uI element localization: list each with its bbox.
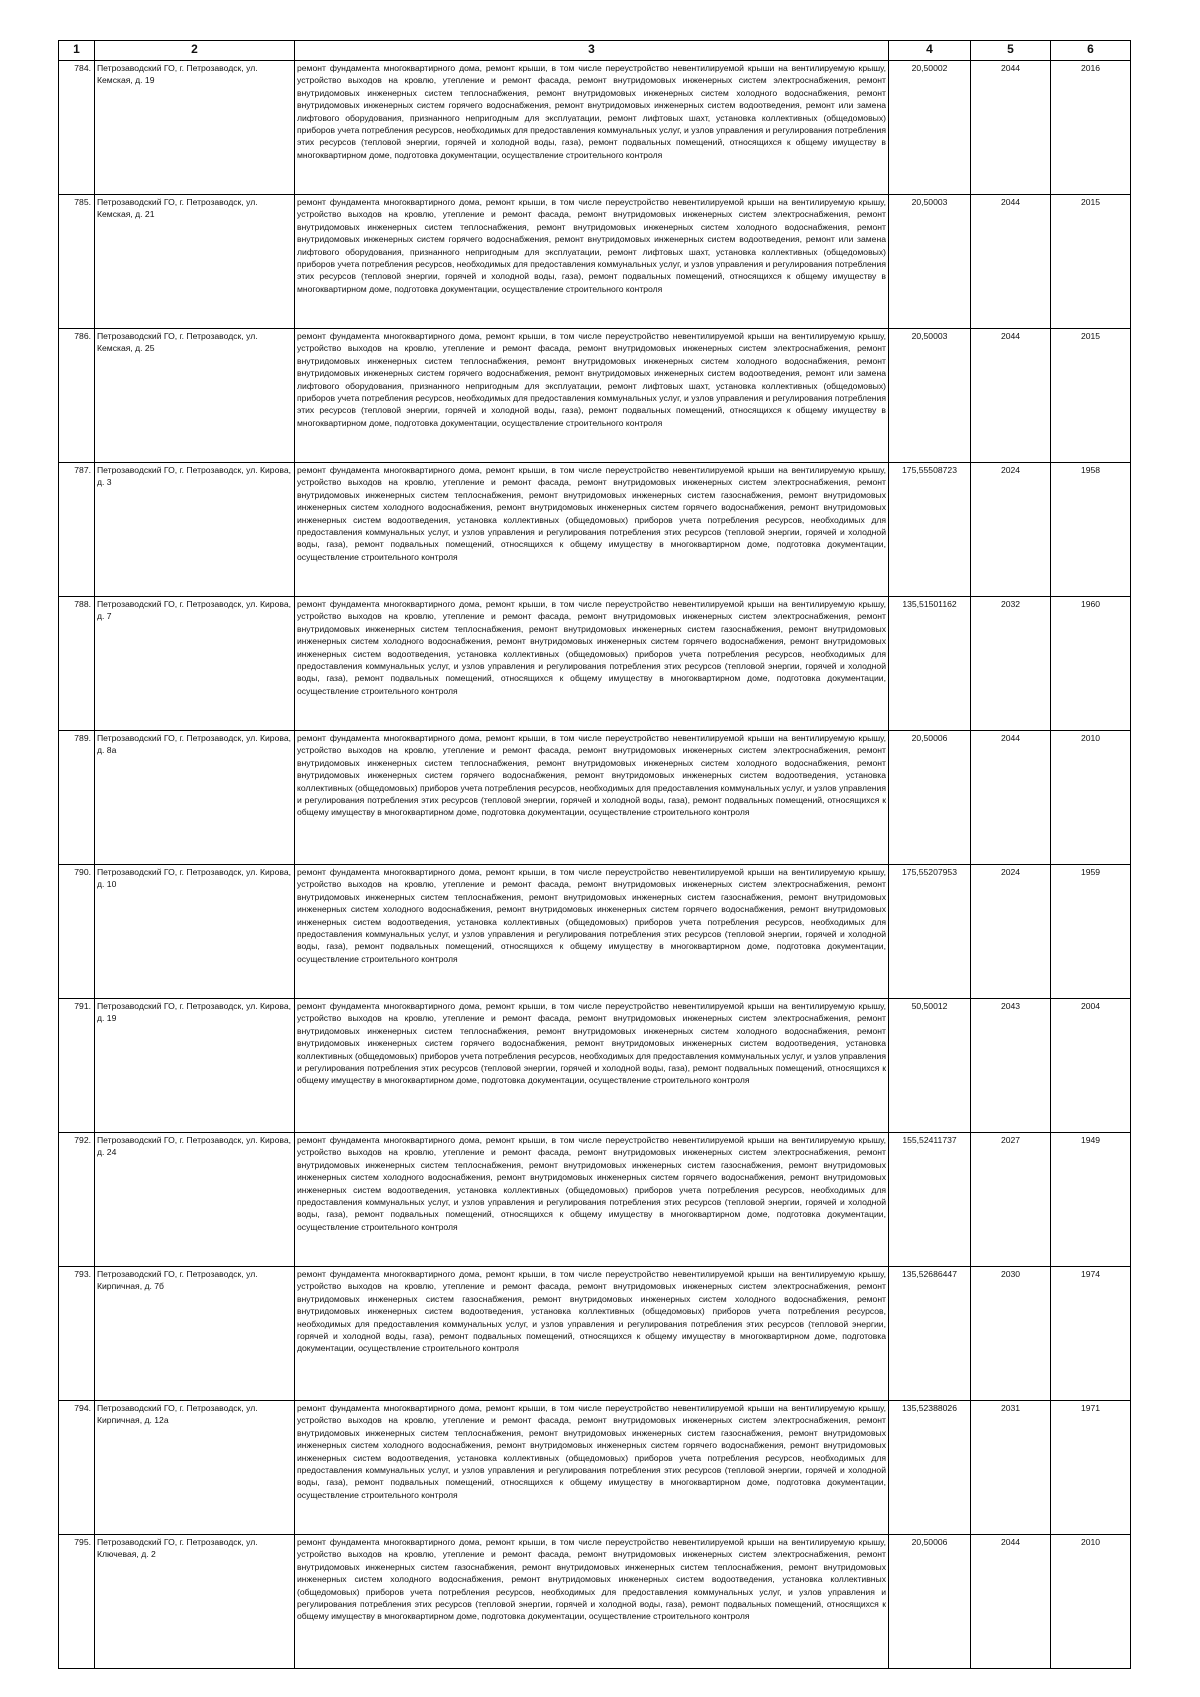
row-address: Петрозаводский ГО, г. Петрозаводск, ул. Кирпичная, д. 12а: [95, 1401, 295, 1535]
row-year-plan: 2043: [971, 999, 1051, 1133]
table-row: [59, 865, 1131, 999]
col-header-5: 5: [971, 41, 1051, 61]
col-header-4: 4: [889, 41, 971, 61]
row-address: Петрозаводский ГО, г. Петрозаводск, ул. Кемская, д. 19: [95, 61, 295, 195]
table-row: [59, 999, 1131, 1133]
row-year-plan: 2044: [971, 731, 1051, 865]
row-number: 790.: [59, 865, 95, 999]
row-year-plan: 2031: [971, 1401, 1051, 1535]
row-works: ремонт фундамента многоквартирного дома, ремонт крыши, в том числе переустройство невентилируемой крыши на вентилируемую крышу, устройство выходов на кровлю, утепление и ремонт фасада, ремонт внутридомовых инженерных систем электроснабжения, ремонт внутридомовых инженерных систем теплоснабжения, ремонт внутридомовых инженерных систем газоснабжения, ремонт внутридомовых инженерных систем холодного водоснабжения, ремонт внутридомовых инженерных систем горячего водоснабжения, ремонт внутридомовых инженерных систем водоотведения, установка коллективных (общедомовых) приборов учета потребления ресурсов, необходимых для предоставления коммунальных услуг, и узлов управления и регулирования потребления этих ресурсов (тепловой энергии, горячей и холодной воды, газа), ремонт подвальных помещений, относящихся к общему имуществу в многоквартирном доме, подготовка документации, осуществление строительного контроля: [295, 597, 889, 731]
row-year-last: 2016: [1051, 61, 1131, 195]
table-row: [59, 329, 1131, 463]
row-works: ремонт фундамента многоквартирного дома, ремонт крыши, в том числе переустройство невентилируемой крыши на вентилируемую крышу, устройство выходов на кровлю, утепление и ремонт фасада, ремонт внутридомовых инженерных систем электроснабжения, ремонт внутридомовых инженерных систем газоснабжения, ремонт внутридомовых инженерных систем теплоснабжения, ремонт внутридомовых инженерных систем холодного водоснабжения, ремонт внутридомовых инженерных систем водоотведения, установка коллективных (общедомовых) приборов учета потребления ресурсов, необходимых для предоставления коммунальных услуг, и узлов управления и регулирования потребления этих ресурсов (тепловой энергии, горячей и холодной воды, газа), ремонт подвальных помещений, относящихся к общему имуществу в многоквартирном доме, подготовка документации, осуществление строительного контроля: [295, 1535, 889, 1669]
row-year-last: 1959: [1051, 865, 1131, 999]
row-year-plan: 2024: [971, 865, 1051, 999]
row-works: ремонт фундамента многоквартирного дома, ремонт крыши, в том числе переустройство невентилируемой крыши на вентилируемую крышу, устройство выходов на кровлю, утепление и ремонт фасада, ремонт внутридомовых инженерных систем электроснабжения, ремонт внутридомовых инженерных систем теплоснабжения, ремонт внутридомовых инженерных систем газоснабжения, ремонт внутридомовых инженерных систем холодного водоснабжения, ремонт внутридомовых инженерных систем горячего водоснабжения, ремонт внутридомовых инженерных систем водоотведения, установка коллективных (общедомовых) приборов учета потребления ресурсов, необходимых для предоставления коммунальных услуг, и узлов управления и регулирования потребления этих ресурсов (тепловой энергии, горячей и холодной воды, газа), ремонт подвальных помещений, относящихся к общему имуществу в многоквартирном доме, подготовка документации, осуществление строительного контроля: [295, 1133, 889, 1267]
row-address: Петрозаводский ГО, г. Петрозаводск, ул. Кемская, д. 21: [95, 195, 295, 329]
row-works: ремонт фундамента многоквартирного дома, ремонт крыши, в том числе переустройство невентилируемой крыши на вентилируемую крышу, устройство выходов на кровлю, утепление и ремонт фасада, ремонт внутридомовых инженерных систем электроснабжения, ремонт внутридомовых инженерных систем теплоснабжения, ремонт внутридомовых инженерных систем холодного водоснабжения, ремонт внутридомовых инженерных систем горячего водоснабжения, ремонт внутридомовых инженерных систем водоотведения, ремонт или замена лифтового оборудования, признанного непригодным для эксплуатации, ремонт лифтовых шахт, установка коллективных (общедомовых) приборов учета потребления ресурсов, необходимых для предоставления коммунальных услуг, и узлов управления и регулирования потребления этих ресурсов (тепловой энергии, горячей и холодной воды, газа), ремонт подвальных помещений, относящихся к общему имуществу в многоквартирном доме, подготовка документации, осуществление строительного контроля: [295, 61, 889, 195]
row-year-plan: 2044: [971, 195, 1051, 329]
row-address: Петрозаводский ГО, г. Петрозаводск, ул. Кирова, д. 24: [95, 1133, 295, 1267]
row-address: Петрозаводский ГО, г. Петрозаводск, ул. Кирова, д. 10: [95, 865, 295, 999]
row-number: 786.: [59, 329, 95, 463]
col-header-6: 6: [1051, 41, 1131, 61]
row-address: Петрозаводский ГО, г. Петрозаводск, ул. Кирова, д. 7: [95, 597, 295, 731]
row-value: 135,52388026: [889, 1401, 971, 1535]
row-works: ремонт фундамента многоквартирного дома, ремонт крыши, в том числе переустройство невентилируемой крыши на вентилируемую крышу, устройство выходов на кровлю, утепление и ремонт фасада, ремонт внутридомовых инженерных систем электроснабжения, ремонт внутридомовых инженерных систем теплоснабжения, ремонт внутридомовых инженерных систем газоснабжения, ремонт внутридомовых инженерных систем холодного водоснабжения, ремонт внутридомовых инженерных систем горячего водоснабжения, ремонт внутридомовых инженерных систем водоотведения, установка коллективных (общедомовых) приборов учета потребления ресурсов, необходимых для предоставления коммунальных услуг, и узлов управления и регулирования потребления этих ресурсов (тепловой энергии, горячей и холодной воды, газа), ремонт подвальных помещений, относящихся к общему имуществу в многоквартирном доме, подготовка документации, осуществление строительного контроля: [295, 1401, 889, 1535]
document-page: [58, 40, 1130, 1669]
row-address: Петрозаводский ГО, г. Петрозаводск, ул. Ключевая, д. 2: [95, 1535, 295, 1669]
row-year-last: 2010: [1051, 1535, 1131, 1669]
row-address: Петрозаводский ГО, г. Петрозаводск, ул. Кирова, д. 8а: [95, 731, 295, 865]
table-row: [59, 1133, 1131, 1267]
row-value: 175,55207953: [889, 865, 971, 999]
col-header-2: 2: [95, 41, 295, 61]
row-number: 795.: [59, 1535, 95, 1669]
row-year-plan: 2032: [971, 597, 1051, 731]
row-value: 135,52686447: [889, 1267, 971, 1401]
table-row: [59, 597, 1131, 731]
row-address: Петрозаводский ГО, г. Петрозаводск, ул. Кирова, д. 19: [95, 999, 295, 1133]
row-number: 793.: [59, 1267, 95, 1401]
row-number: 784.: [59, 61, 95, 195]
row-address: Петрозаводский ГО, г. Петрозаводск, ул. Кирова, д. 3: [95, 463, 295, 597]
row-number: 791.: [59, 999, 95, 1133]
row-works: ремонт фундамента многоквартирного дома, ремонт крыши, в том числе переустройство невентилируемой крыши на вентилируемую крышу, устройство выходов на кровлю, утепление и ремонт фасада, ремонт внутридомовых инженерных систем электроснабжения, ремонт внутридомовых инженерных систем теплоснабжения, ремонт внутридомовых инженерных систем холодного водоснабжения, ремонт внутридомовых инженерных систем горячего водоснабжения, ремонт внутридомовых инженерных систем водоотведения, ремонт или замена лифтового оборудования, признанного непригодным для эксплуатации, ремонт лифтовых шахт, установка коллективных (общедомовых) приборов учета потребления ресурсов, необходимых для предоставления коммунальных услуг, и узлов управления и регулирования потребления этих ресурсов (тепловой энергии, горячей и холодной воды, газа), ремонт подвальных помещений, относящихся к общему имуществу в многоквартирном доме, подготовка документации, осуществление строительного контроля: [295, 329, 889, 463]
table-row: [59, 61, 1131, 195]
table-row: [59, 1535, 1131, 1669]
row-value: 135,51501162: [889, 597, 971, 731]
row-year-last: 1958: [1051, 463, 1131, 597]
row-works: ремонт фундамента многоквартирного дома, ремонт крыши, в том числе переустройство невентилируемой крыши на вентилируемую крышу, устройство выходов на кровлю, утепление и ремонт фасада, ремонт внутридомовых инженерных систем электроснабжения, ремонт внутридомовых инженерных систем теплоснабжения, ремонт внутридомовых инженерных систем газоснабжения, ремонт внутридомовых инженерных систем холодного водоснабжения, ремонт внутридомовых инженерных систем горячего водоснабжения, ремонт внутридомовых инженерных систем водоотведения, установка коллективных (общедомовых) приборов учета потребления ресурсов, необходимых для предоставления коммунальных услуг, и узлов управления и регулирования потребления этих ресурсов (тепловой энергии, горячей и холодной воды, газа), ремонт подвальных помещений, относящихся к общему имуществу в многоквартирном доме, подготовка документации, осуществление строительного контроля: [295, 865, 889, 999]
row-works: ремонт фундамента многоквартирного дома, ремонт крыши, в том числе переустройство невентилируемой крыши на вентилируемую крышу, устройство выходов на кровлю, утепление и ремонт фасада, ремонт внутридомовых инженерных систем электроснабжения, ремонт внутридомовых инженерных систем теплоснабжения, ремонт внутридомовых инженерных систем холодного водоснабжения, ремонт внутридомовых инженерных систем горячего водоснабжения, ремонт внутридомовых инженерных систем водоотведения, ремонт или замена лифтового оборудования, признанного непригодным для эксплуатации, ремонт лифтовых шахт, установка коллективных (общедомовых) приборов учета потребления ресурсов, необходимых для предоставления коммунальных услуг, и узлов управления и регулирования потребления этих ресурсов (тепловой энергии, горячей и холодной воды, газа), ремонт подвальных помещений, относящихся к общему имуществу в многоквартирном доме, подготовка документации, осуществление строительного контроля: [295, 195, 889, 329]
row-year-plan: 2027: [971, 1133, 1051, 1267]
row-year-plan: 2030: [971, 1267, 1051, 1401]
row-number: 788.: [59, 597, 95, 731]
row-year-plan: 2044: [971, 329, 1051, 463]
row-year-last: 2004: [1051, 999, 1131, 1133]
row-year-last: 2010: [1051, 731, 1131, 865]
row-value: 20,50003: [889, 195, 971, 329]
row-value: 20,50006: [889, 731, 971, 865]
table-row: [59, 195, 1131, 329]
row-value: 20,50006: [889, 1535, 971, 1669]
table-row: [59, 463, 1131, 597]
table-row: [59, 1401, 1131, 1535]
col-header-3: 3: [295, 41, 889, 61]
row-works: ремонт фундамента многоквартирного дома, ремонт крыши, в том числе переустройство невентилируемой крыши на вентилируемую крышу, устройство выходов на кровлю, утепление и ремонт фасада, ремонт внутридомовых инженерных систем электроснабжения, ремонт внутридомовых инженерных систем газоснабжения, ремонт внутридомовых инженерных систем холодного водоснабжения, ремонт внутридомовых инженерных систем водоотведения, установка коллективных (общедомовых) приборов учета потребления ресурсов, необходимых для предоставления коммунальных услуг, и узлов управления и регулирования потребления этих ресурсов (тепловой энергии, горячей и холодной воды, газа), ремонт подвальных помещений, относящихся к общему имуществу в многоквартирном доме, подготовка документации, осуществление строительного контроля: [295, 1267, 889, 1401]
row-value: 175,55508723: [889, 463, 971, 597]
row-value: 155,52411737: [889, 1133, 971, 1267]
row-year-last: 2015: [1051, 329, 1131, 463]
row-works: ремонт фундамента многоквартирного дома, ремонт крыши, в том числе переустройство невентилируемой крыши на вентилируемую крышу, устройство выходов на кровлю, утепление и ремонт фасада, ремонт внутридомовых инженерных систем электроснабжения, ремонт внутридомовых инженерных систем теплоснабжения, ремонт внутридомовых инженерных систем газоснабжения, ремонт внутридомовых инженерных систем холодного водоснабжения, ремонт внутридомовых инженерных систем горячего водоснабжения, ремонт внутридомовых инженерных систем водоотведения, установка коллективных (общедомовых) приборов учета потребления ресурсов, необходимых для предоставления коммунальных услуг, и узлов управления и регулирования потребления этих ресурсов (тепловой энергии, горячей и холодной воды, газа), ремонт подвальных помещений, относящихся к общему имуществу в многоквартирном доме, подготовка документации, осуществление строительного контроля: [295, 463, 889, 597]
row-year-last: 1974: [1051, 1267, 1131, 1401]
row-address: Петрозаводский ГО, г. Петрозаводск, ул. Кемская, д. 25: [95, 329, 295, 463]
row-number: 785.: [59, 195, 95, 329]
row-year-last: 1971: [1051, 1401, 1131, 1535]
row-number: 792.: [59, 1133, 95, 1267]
col-header-1: 1: [59, 41, 95, 61]
row-year-plan: 2044: [971, 1535, 1051, 1669]
row-works: ремонт фундамента многоквартирного дома, ремонт крыши, в том числе переустройство невентилируемой крыши на вентилируемую крышу, устройство выходов на кровлю, утепление и ремонт фасада, ремонт внутридомовых инженерных систем электроснабжения, ремонт внутридомовых инженерных систем теплоснабжения, ремонт внутридомовых инженерных систем холодного водоснабжения, ремонт внутридомовых инженерных систем горячего водоснабжения, ремонт внутридомовых инженерных систем водоотведения, установка коллективных (общедомовых) приборов учета потребления ресурсов, необходимых для предоставления коммунальных услуг, и узлов управления и регулирования потребления этих ресурсов (тепловой энергии, горячей и холодной воды, газа), ремонт подвальных помещений, относящихся к общему имуществу в многоквартирном доме, подготовка документации, осуществление строительного контроля: [295, 999, 889, 1133]
table-row: [59, 1267, 1131, 1401]
row-year-last: 2015: [1051, 195, 1131, 329]
row-year-plan: 2024: [971, 463, 1051, 597]
row-number: 789.: [59, 731, 95, 865]
row-year-last: 1949: [1051, 1133, 1131, 1267]
row-year-plan: 2044: [971, 61, 1051, 195]
row-value: 20,50002: [889, 61, 971, 195]
row-number: 787.: [59, 463, 95, 597]
capital-repair-table: [58, 40, 1131, 1669]
row-address: Петрозаводский ГО, г. Петрозаводск, ул. Кирпичная, д. 7б: [95, 1267, 295, 1401]
row-works: ремонт фундамента многоквартирного дома, ремонт крыши, в том числе переустройство невентилируемой крыши на вентилируемую крышу, устройство выходов на кровлю, утепление и ремонт фасада, ремонт внутридомовых инженерных систем электроснабжения, ремонт внутридомовых инженерных систем теплоснабжения, ремонт внутридомовых инженерных систем холодного водоснабжения, ремонт внутридомовых инженерных систем горячего водоснабжения, ремонт внутридомовых инженерных систем водоотведения, установка коллективных (общедомовых) приборов учета потребления ресурсов, необходимых для предоставления коммунальных услуг, и узлов управления и регулирования потребления этих ресурсов (тепловой энергии, горячей и холодной воды, газа), ремонт подвальных помещений, относящихся к общему имуществу в многоквартирном доме, подготовка документации, осуществление строительного контроля: [295, 731, 889, 865]
row-year-last: 1960: [1051, 597, 1131, 731]
table-row: [59, 731, 1131, 865]
row-value: 20,50003: [889, 329, 971, 463]
row-value: 50,50012: [889, 999, 971, 1133]
header-row: [59, 41, 1131, 61]
row-number: 794.: [59, 1401, 95, 1535]
